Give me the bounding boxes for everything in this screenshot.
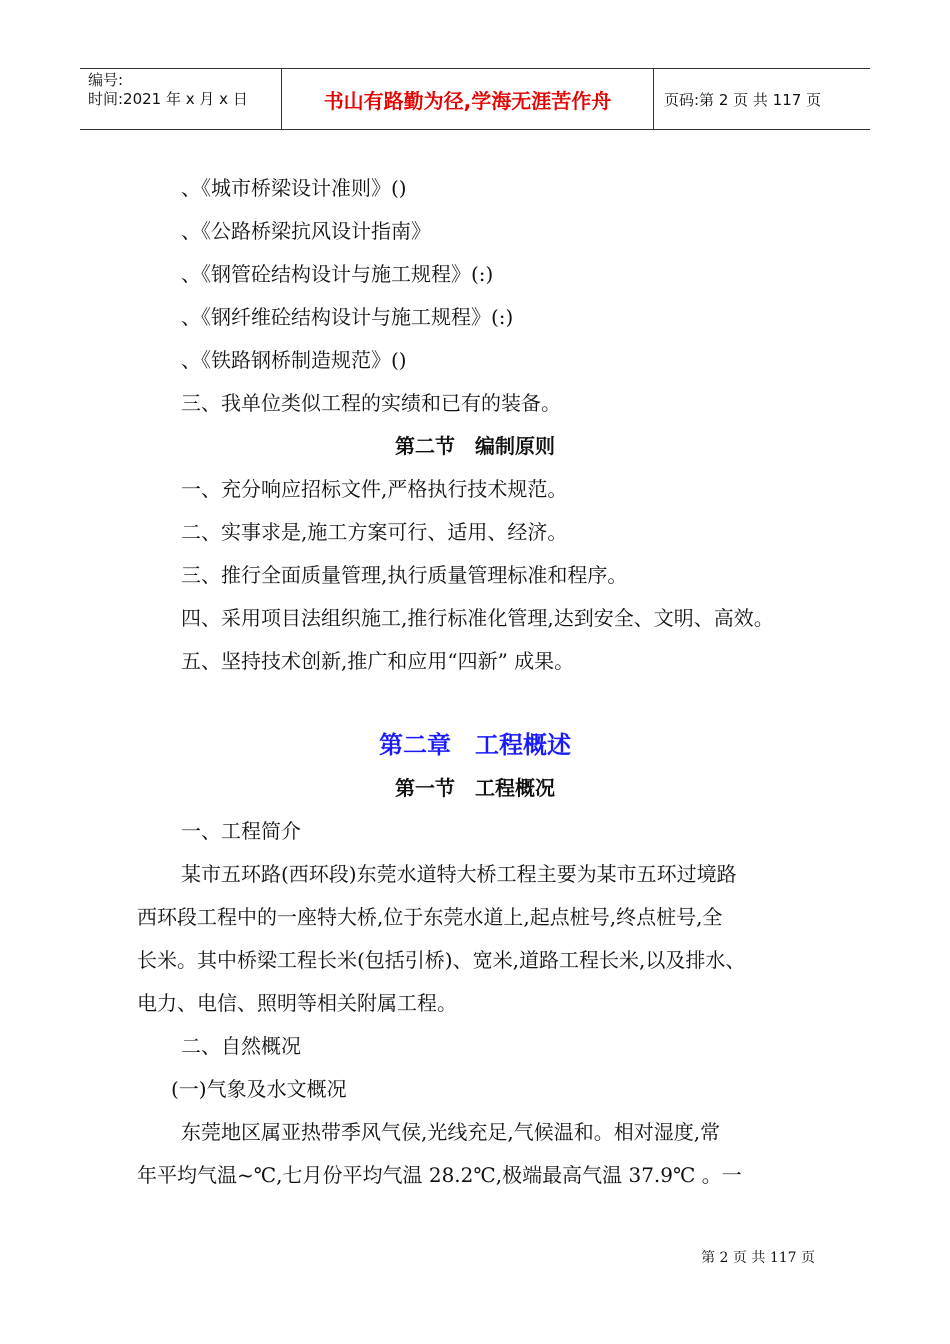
climate-paragraph-line: 年平均气温~℃,七月份平均气温 28.2℃,极端最高气温 37.9℃ 。一 (137, 1163, 742, 1187)
header-meta (80, 69, 282, 129)
principle-item: 四、采用项目法组织施工,推行标准化管理,达到安全、文明、高效。 (181, 606, 774, 630)
intro-paragraph-line: 电力、电信、照明等相关附属工程。 (137, 991, 457, 1015)
subheading-nature: 二、自然概况 (181, 1034, 301, 1058)
doc-number-label: 编号: (88, 71, 124, 89)
section-title-overview: 第一节 工程概况 (395, 776, 555, 800)
intro-paragraph-line: 某市五环路(西环段)东莞水道特大桥工程主要为某市五环过境路 (181, 862, 737, 886)
ref-item: 、《公路桥梁抗风设计指南》 (181, 219, 431, 243)
header-motto: 书山有路勤为径,学海无涯苦作舟 (282, 69, 654, 129)
subheading-climate: (一)气象及水文概况 (171, 1077, 347, 1101)
page-header (80, 68, 870, 130)
basis-item-3: 三、我单位类似工程的实绩和已有的装备。 (181, 391, 561, 415)
intro-paragraph-line: 长米。其中桥梁工程长米(包括引桥)、宽米,道路工程长米,以及排水、 (137, 948, 746, 972)
ref-item: 、《城市桥梁设计准则》() (181, 176, 407, 200)
intro-paragraph-line: 西环段工程中的一座特大桥,位于东莞水道上,起点桩号,终点桩号,全 (137, 905, 723, 929)
section-title-principles: 第二节 编制原则 (395, 434, 555, 458)
principle-item: 一、充分响应招标文件,严格执行技术规范。 (181, 477, 568, 501)
doc-time-label: 时间:2021 年 x 月 x 日 (88, 90, 248, 108)
ref-item: 、《钢纤维砼结构设计与施工规程》(:) (181, 305, 514, 329)
header-page-info: 页码:第 2 页 共 117 页 (664, 90, 822, 109)
page-footer: 第 2 页 共 117 页 (701, 1250, 815, 1266)
ref-item: 、《铁路钢桥制造规范》() (181, 348, 407, 372)
subheading-intro: 一、工程简介 (181, 819, 301, 843)
principle-item: 三、推行全面质量管理,执行质量管理标准和程序。 (181, 563, 628, 587)
principle-item: 二、实事求是,施工方案可行、适用、经济。 (181, 520, 568, 544)
chapter-title: 第二章 工程概述 (379, 731, 571, 759)
ref-item: 、《钢管砼结构设计与施工规程》(:) (181, 262, 494, 286)
principle-item: 五、坚持技术创新,推广和应用“四新” 成果。 (181, 649, 575, 673)
climate-paragraph-line: 东莞地区属亚热带季风气侯,光线充足,气候温和。相对湿度,常 (181, 1120, 721, 1144)
